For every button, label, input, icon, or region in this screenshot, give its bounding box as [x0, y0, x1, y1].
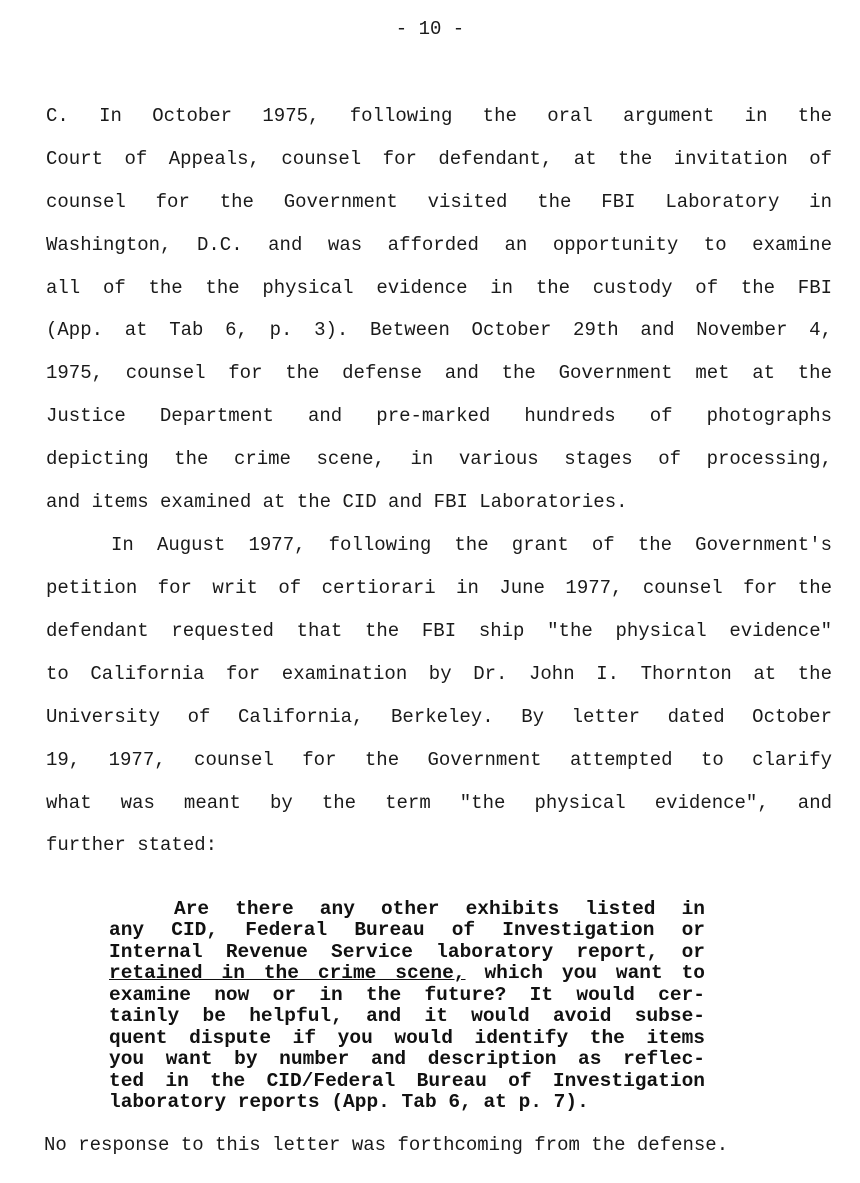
underlined-phrase: retained in the crime scene, [109, 962, 466, 984]
quote-line: tainly be helpful, and it would avoid subse- [109, 1005, 705, 1027]
quote-line [109, 962, 705, 984]
page-number: - 10 - [395, 18, 465, 40]
text-line: C. In October 1975, following the oral argument in the [46, 105, 832, 127]
quote-line: you want by number and description as reflec- [109, 1048, 705, 1070]
text-line: Washington, D.C. and was afforded an opportunity to examine [46, 234, 832, 256]
text-line: Court of Appeals, counsel for defendant, at the invitation of [46, 148, 832, 170]
text-line: and items examined at the CID and FBI Laboratories. [46, 491, 628, 513]
quote-line: Internal Revenue Service laboratory report, or [109, 941, 705, 963]
text-line: 1975, counsel for the defense and the Government met at the [46, 362, 832, 384]
quote-line: quent dispute if you would identify the items [109, 1027, 705, 1049]
closing-line: No response to this letter was forthcoming from the defense. [44, 1134, 729, 1156]
text-line: further stated: [46, 834, 218, 856]
quote-line: Are there any other exhibits listed in [174, 898, 705, 920]
text-line: 19, 1977, counsel for the Government attempted to clarify [46, 749, 832, 771]
text-line: to California for examination by Dr. John I. Thornton at the [46, 663, 832, 685]
text-line: depicting the crime scene, in various stages of processing, [46, 448, 832, 470]
text-line: University of California, Berkeley. By letter dated October [46, 706, 832, 728]
text-line: (App. at Tab 6, p. 3). Between October 29th and November 4, [46, 319, 832, 341]
text-line: defendant requested that the FBI ship "the physical evidence" [46, 620, 832, 642]
text-line: what was meant by the term "the physical evidence", and [46, 792, 832, 814]
quote-line: examine now or in the future? It would cer- [109, 984, 705, 1006]
text-line: In August 1977, following the grant of the Government's [111, 534, 832, 556]
text-line: petition for writ of certiorari in June 1977, counsel for the [46, 577, 832, 599]
text-line: all of the the physical evidence in the custody of the FBI [46, 277, 832, 299]
text-line: Justice Department and pre-marked hundreds of photographs [46, 405, 832, 427]
text-line: counsel for the Government visited the FBI Laboratory in [46, 191, 832, 213]
quote-line-rest: which you want to [484, 962, 706, 984]
quote-line: laboratory reports (App. Tab 6, at p. 7). [109, 1091, 589, 1113]
quote-line: any CID, Federal Bureau of Investigation or [109, 919, 705, 941]
quote-line: ted in the CID/Federal Bureau of Investigation [109, 1070, 705, 1092]
